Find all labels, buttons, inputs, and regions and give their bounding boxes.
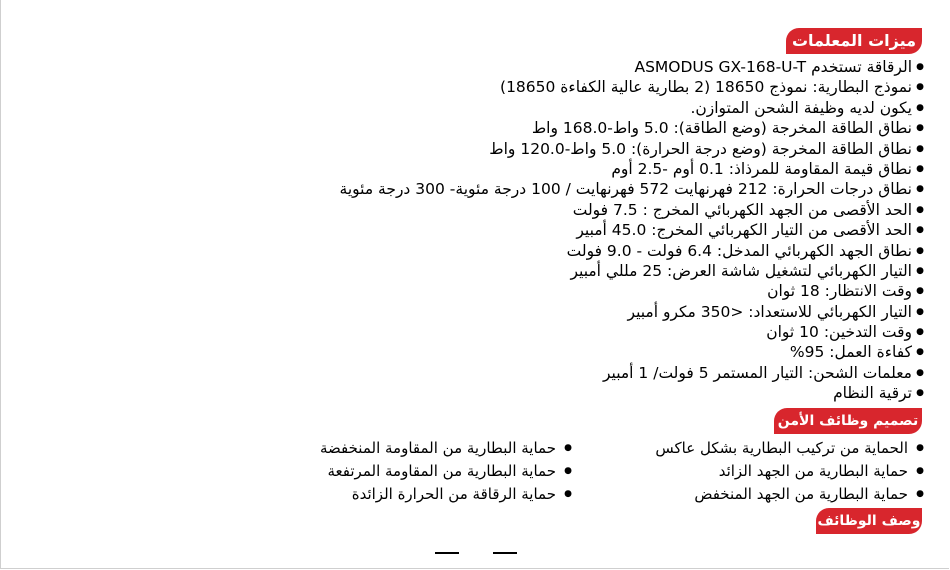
- spec-item-efficiency: ● كفاءة العمل: 95%: [242, 342, 922, 362]
- spec-item-power-range-power-mode: ● نطاق الطاقة المخرجة (وضع الطاقة): 5.0 واط-168.0 واط: [242, 118, 922, 138]
- safety-item: ● حماية البطارية من المقاومة المرتفعة: [310, 460, 570, 483]
- spec-item-charging-params: ● معلمات الشحن: التيار المستمر 5 فولت/ 1 أمبير: [242, 363, 922, 383]
- section-title-safety: تصميم وظائف الأمن: [774, 408, 922, 434]
- safety-item: ● حماية البطارية من الجهد الزائد: [642, 460, 922, 483]
- divider-dash: [493, 552, 517, 554]
- spec-item-battery-model: ● نموذج البطارية: نموذج 18650 (2 بطارية عالية الكفاءة 18650): [242, 77, 922, 97]
- safety-list-left: [310, 437, 570, 506]
- safety-item: ● حماية البطارية من المقاومة المنخفضة: [310, 437, 570, 460]
- safety-item: ● حماية البطارية من الجهد المنخفض: [642, 483, 922, 506]
- spec-item-chip: ● الرقاقة تستخدم ASMODUS GX-168-U-T: [242, 57, 922, 77]
- divider-dash: [435, 552, 459, 554]
- spec-item-standby-time: ● وقت الانتظار: 18 ثوان: [242, 281, 922, 301]
- spec-item-power-range-temp-mode: ● نطاق الطاقة المخرجة (وضع درجة الحرارة): 5.0 واط-120.0 واط: [242, 139, 922, 159]
- spec-item-max-output-voltage: ● الحد الأقصى من الجهد الكهربائي المخرج : 7.5 فولت: [242, 200, 922, 220]
- spec-item-max-output-current: ● الحد الأقصى من التيار الكهربائي المخرج: 45.0 أمبير: [242, 220, 922, 240]
- spec-item-balanced-charging: ● يكون لديه وظيفة الشحن المتوازن.: [242, 98, 922, 118]
- spec-item-temperature-range: ● نطاق درجات الحرارة: 212 فهرنهايت 572 فهرنهايت / 100 درجة مئوية- 300 درجة مئوية: [242, 179, 922, 199]
- safety-item: ● الحماية من تركيب البطارية بشكل عاكس: [642, 437, 922, 460]
- spec-item-input-voltage-range: ● نطاق الجهد الكهربائي المدخل: 6.4 فولت - 9.0 فولت: [242, 241, 922, 261]
- section-title-params: ميزات المعلمات: [786, 28, 922, 54]
- section-title-functions: وصف الوظائف: [816, 508, 922, 534]
- spec-list: [242, 57, 922, 404]
- spec-item-resistance-range: ● نطاق قيمة المقاومة للمرذاذ: 0.1 أوم -2.5 أوم: [242, 159, 922, 179]
- spec-item-display-current: ● التيار الكهربائي لتشغيل شاشة العرض: 25 مللي أمبير: [242, 261, 922, 281]
- safety-item: ● حماية الرقاقة من الحرارة الزائدة: [310, 483, 570, 506]
- spec-item-smoking-time: ● وقت التدخين: 10 ثوان: [242, 322, 922, 342]
- safety-list-right: [642, 437, 922, 506]
- spec-item-system-upgrade: ● ترقية النظام: [242, 383, 922, 403]
- spec-item-standby-current: ● التيار الكهربائي للاستعداد: <350 مكرو أمبير: [242, 302, 922, 322]
